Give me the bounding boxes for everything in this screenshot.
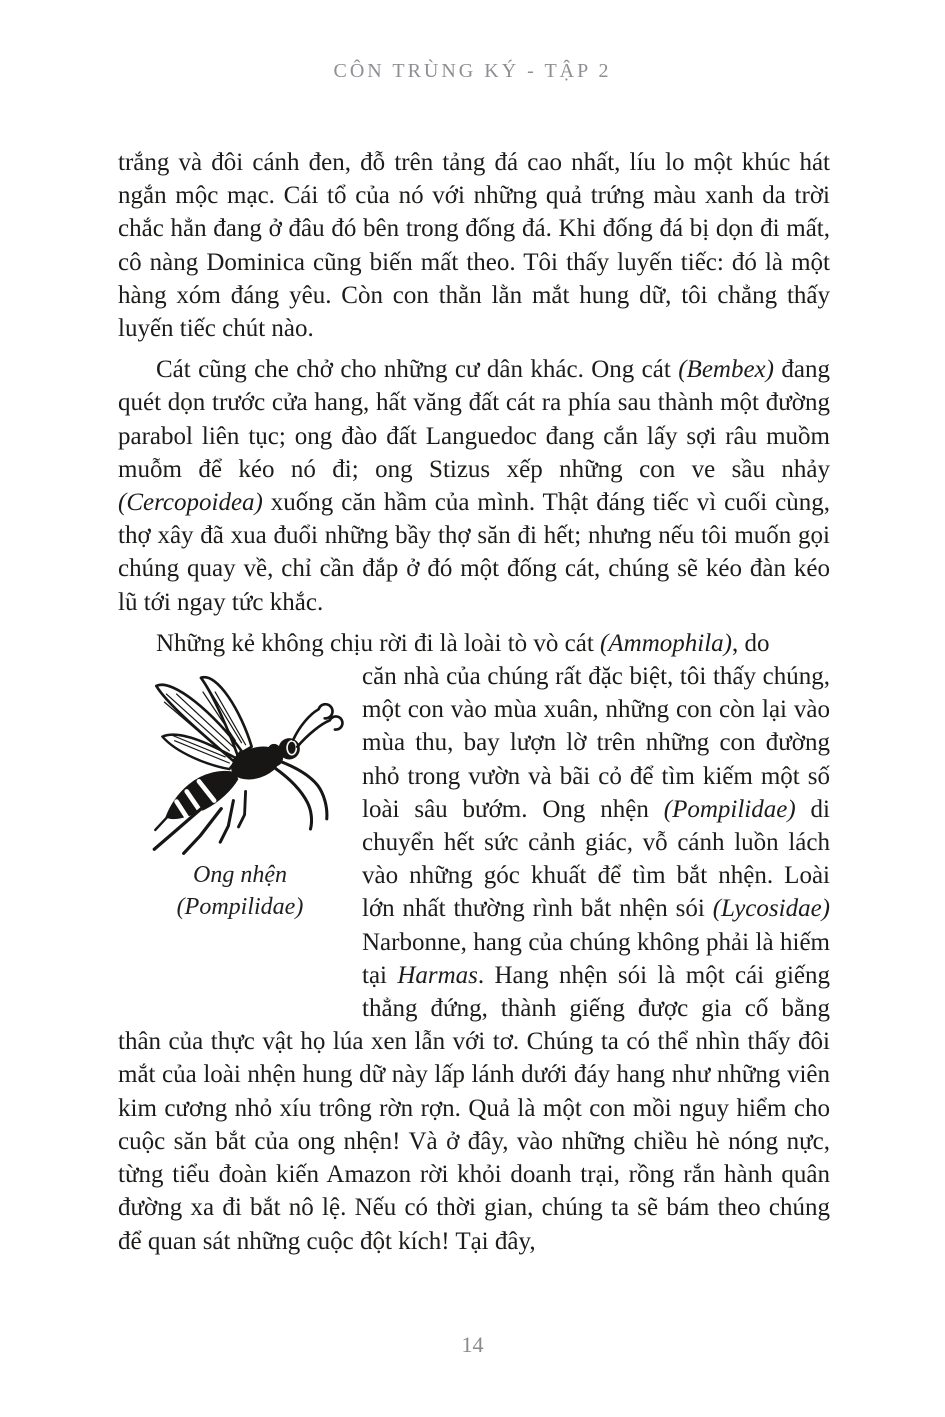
wasp-line-drawing-icon	[136, 666, 344, 858]
paragraph-1: trắng và đôi cánh đen, đỗ trên tảng đá cao nhất, líu lo một khúc hát ngắn mộc mạc. Cái tổ của nó với những quả trứng màu xanh da trời chắc hẳn đang ở đâu đó bên trong đống đá. Khi đống đá bị dọn đi mất, cô nàng Dominica cũng biến mất theo. Tôi thấy luyến tiếc: đó là một hàng xóm đáng yêu. Còn con thằn lằn mắt hung dữ, tôi chẳng thấy luyến tiếc chút nào.	[118, 149, 830, 343]
page-body	[118, 146, 830, 1266]
paragraph-3-first-line: Những kẻ không chịu rời đi là loài tò vò cát (Ammophila), do	[156, 629, 770, 657]
paragraph-3-text: căn nhà của chúng rất đặc biệt, tôi thấy chúng, một con vào mùa xuân, những con còn lại vào mùa thu, bay lượn lờ trên những con đường nhỏ trong vườn và bãi cỏ để tìm kiếm một số loài sâu bướm. Ong nhện (Pompilidae) di chuyển hết sức cảnh giác, vỗ cánh luồn lách vào những góc khuất để tìm bắt nhện. Loài lớn nhất thường rình bắt nhện sói (Lycosidae) Narbonne, hang của chúng không phải là hiếm tại Harmas. Hang nhện sói là một cái giếng thẳng đứng, thành giếng được gia cố bằng thân của thực vật họ lúa xen lẫn với tơ. Chúng ta có thể nhìn thấy đôi mắt của loài nhện hung dữ này lấp lánh dưới đáy hang như những viên kim cương nhỏ xíu trông rờn rợn. Quả là một con mồi nguy hiểm cho cuộc săn bắt của ong nhện! Và ở đây, vào những chiều hè nóng nực, từng tiểu đoàn kiến Amazon rời khỏi doanh trại, rồng rắn hành quân đường xa đi bắt nô lệ. Nếu có thời gian, chúng ta sẽ bám theo chúng để quan sát những cuộc đột kích! Tại đây,	[118, 663, 830, 1255]
running-head: CÔN TRÙNG KÝ - TẬP 2	[333, 60, 612, 82]
page-number: 14	[461, 1332, 484, 1357]
paragraph-3-continued	[118, 660, 830, 1258]
figure-caption-line1: Ong nhện	[193, 862, 287, 889]
paragraph-2: Cát cũng che chở cho những cư dân khác. Ong cát (Bembex) đang quét dọn trước cửa hang, hất văng đất cát ra phía sau thành một đường parabol liên tục; ong đào đất Languedoc đang cắn lấy sợi râu muồm muỗm để kéo nó đi; ong Stizus xếp những con ve sầu nhảy (Cercopoidea) xuống căn hầm của mình. Thật đáng tiếc vì cuối cùng, thợ xây đã xua đuổi những bầy thợ săn đi hết; nhưng nếu tôi muốn gọi chúng quay về, chỉ cần đắp ở đó một đống cát, chúng sẽ kéo đàn kéo lũ tới ngay tức khắc.	[118, 356, 830, 616]
figure-wasp	[118, 666, 362, 922]
figure-caption-line2: (Pompilidae)	[176, 894, 304, 921]
